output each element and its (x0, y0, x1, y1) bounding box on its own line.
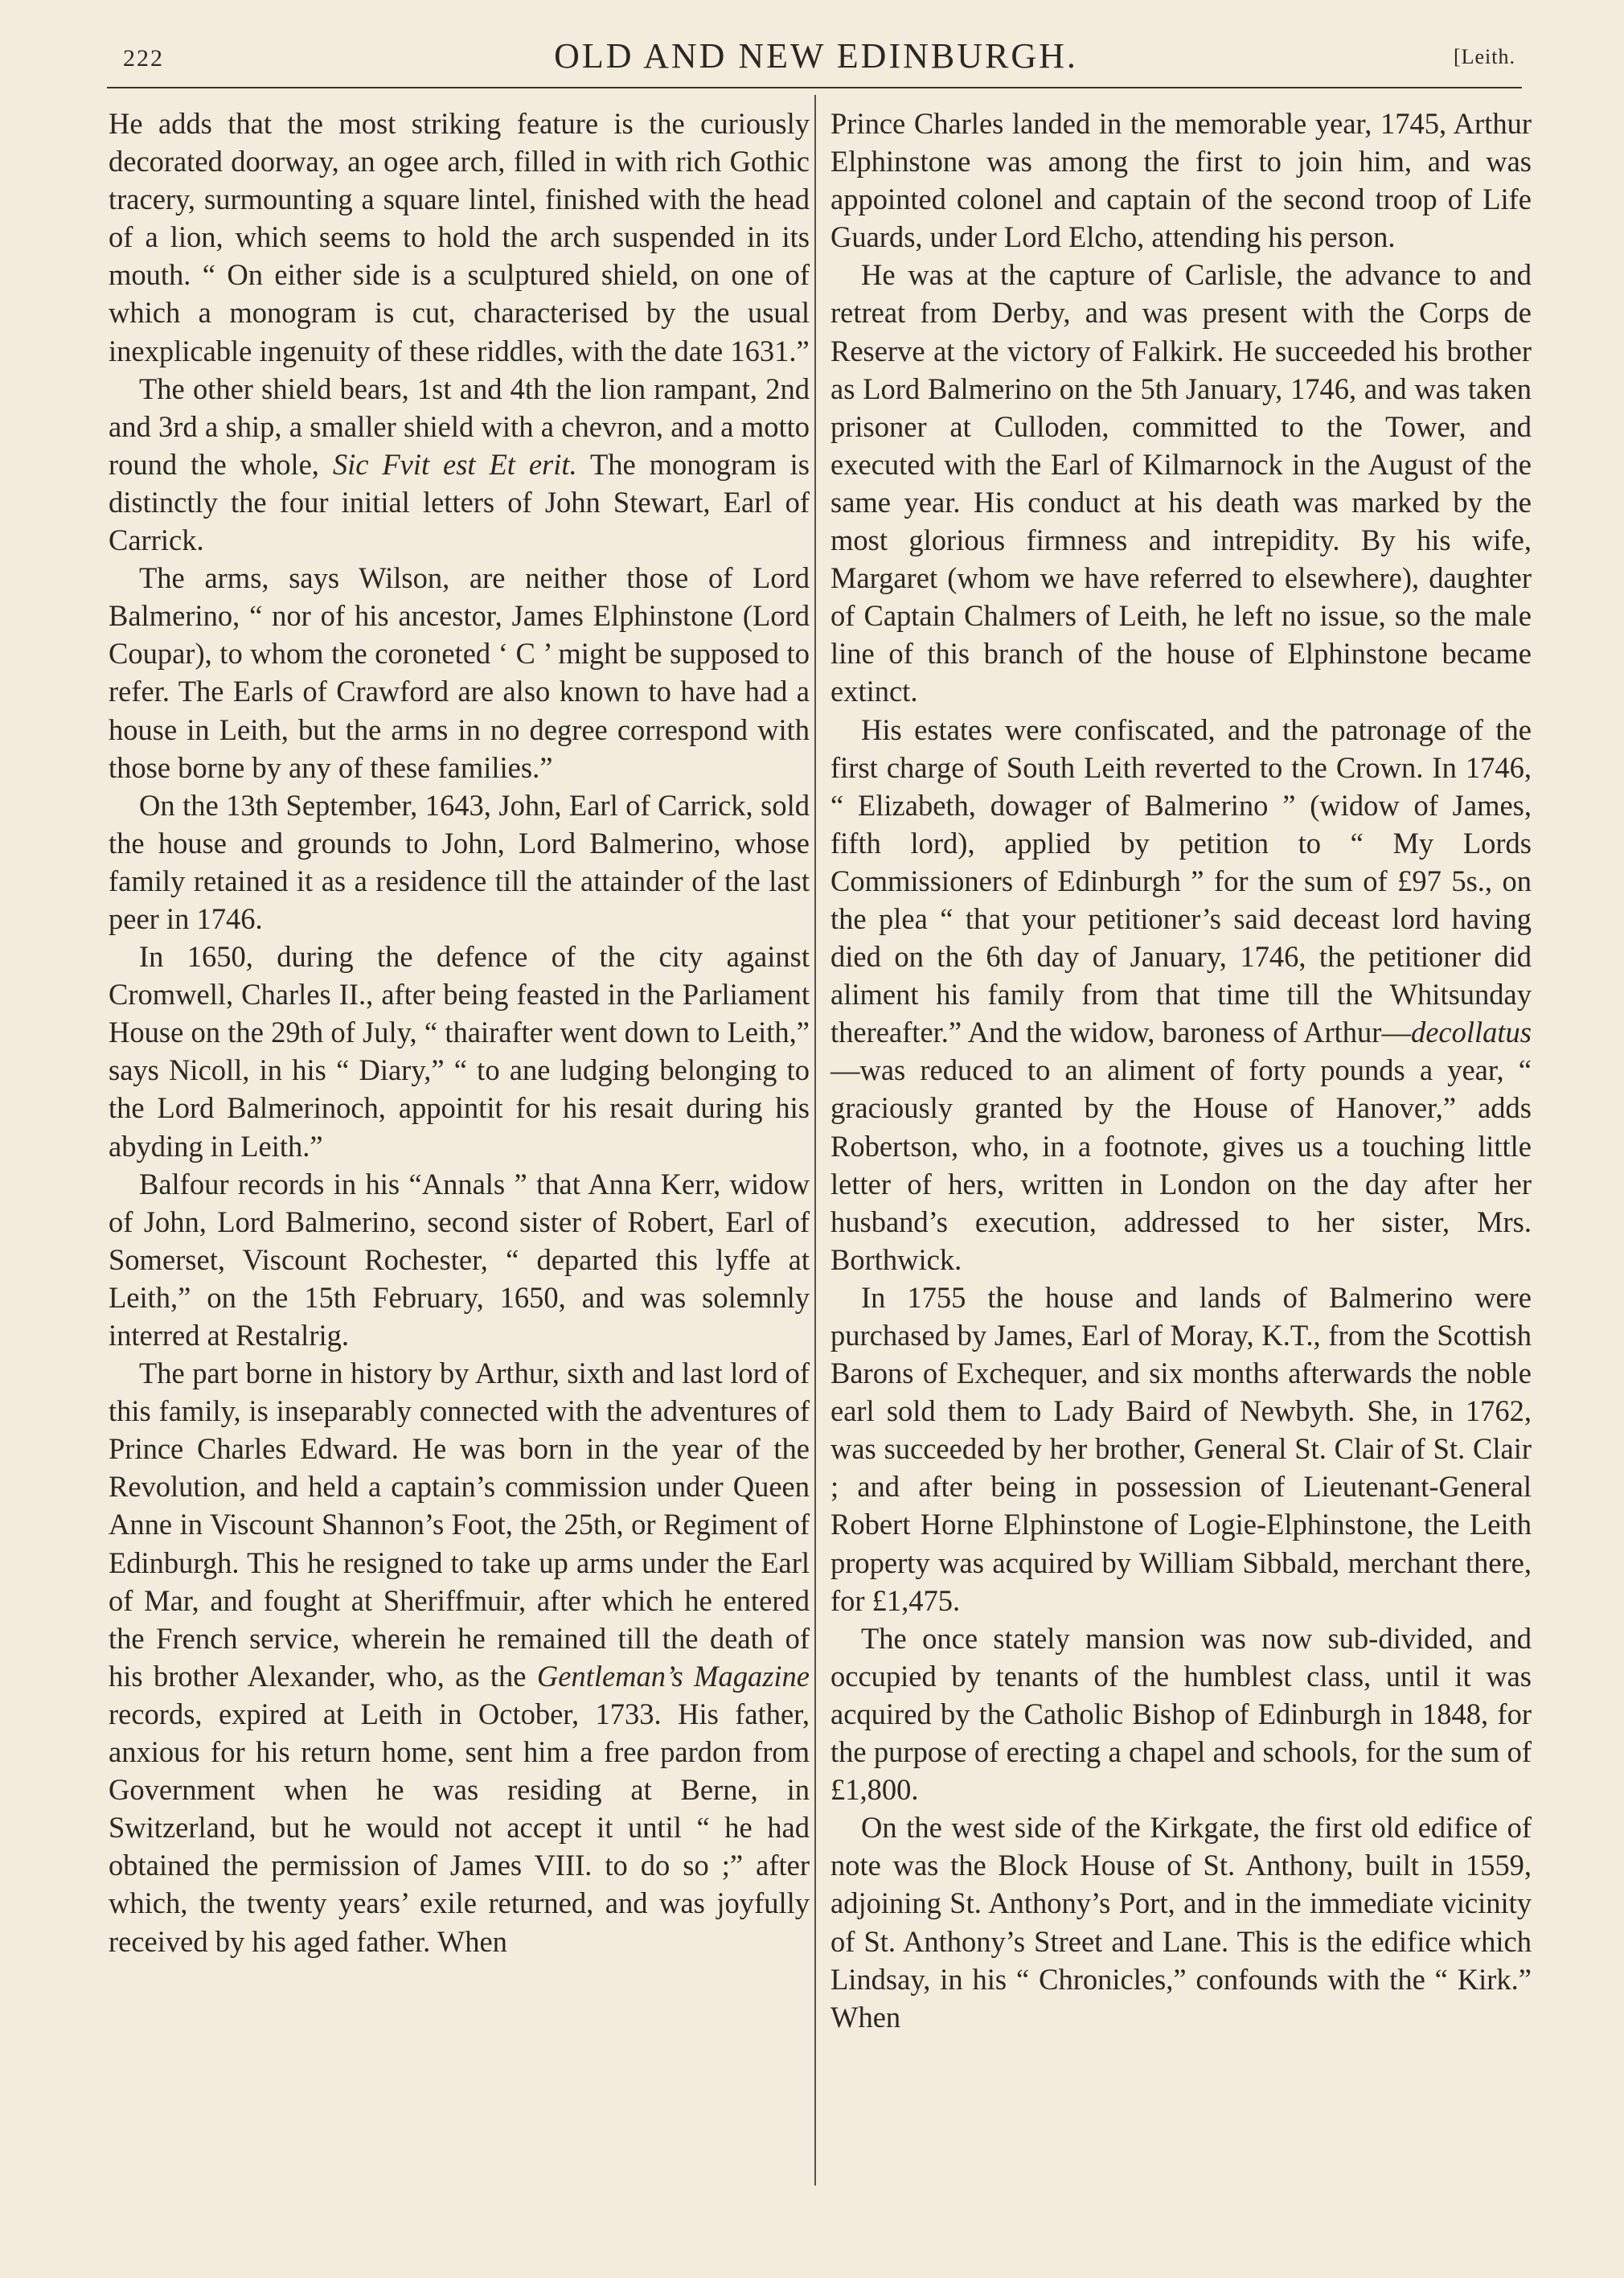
page-header (117, 35, 1515, 84)
paragraph (109, 1354, 810, 1960)
paragraph-text: In 1650, during the defence of the city against Cromwell, Charles II., after being feasted in the Parliament House on the 29th of July, “ thairafter went down to Leith,” says Nicoll, in his “ Diary,” “ to ane ludging belonging to the Lord Balmerinoch, appointit for his resait during his abyding in Leith.” (109, 940, 810, 1163)
paragraph (830, 105, 1532, 256)
paragraph-text: Prince Charles landed in the memorable year, 1745, Arthur Elphinstone was among the first to join him, and was appointed colonel and captain of the second troop of Life Guards, under Lord Elcho, attending his person. (830, 107, 1532, 254)
paragraph-text: The part borne in history by Arthur, sixth and last lord of this family, is inseparably connected with the adventures of Prince Charles Edward. He was born in the year of the Revolution, and held a captain’s commission under Queen Anne in Viscount Shannon’s Foot, the 25th, or Regiment of Edinburgh. This he resigned to take up arms under the Earl of Mar, and fought at Sheriffmuir, after which he entered the French service, wherein he remained till the death of his brother Alexander, who, as the (109, 1357, 810, 1693)
paragraph-text: —was reduced to an aliment of forty pounds a year, “ graciously granted by the House of Hanover,” adds Robertson, who, in a footnote, gives us a touching little letter of hers, written in London on the day after her husband’s execution, addressed to her sister, Mrs. Borthwick. (830, 1053, 1532, 1276)
paragraph (109, 559, 810, 786)
column-divider (814, 95, 816, 2186)
paragraph-text: His estates were confiscated, and the patronage of the first charge of South Leith reverted to the Crown. In 1746, “ Elizabeth, dowager of Balmerino ” (widow of James, fifth lord), applied by petition to “ My Lords Commissioners of Edinburgh ” for the sum of £97 5s., on the plea “ that your petitioner’s said deceast lord having died on the 6th day of January, 1746, the petitioner did aliment his family from that time till the Whitsunday thereafter.” And the widow, baroness of Arthur— (830, 712, 1532, 1049)
left-column (109, 105, 810, 1960)
paragraph-text: He adds that the most striking feature is the curiously decorated doorway, an ogee arch, filled in with rich Gothic tracery, surmounting a square lintel, finished with the head of a lion, which seems to hold the arch suspended in its mouth. “ On either side is a sculptured shield, on one of which a monogram is cut, characterised by the usual inexplicable ingenuity of these riddles, with the date 1631.” (109, 107, 810, 367)
paragraph (109, 786, 810, 938)
right-column (830, 105, 1532, 2036)
paragraph (109, 370, 810, 559)
paragraph-text: The other shield bears, 1st and 4th the lion rampant, 2nd and 3rd a ship, a smaller shield with a chevron, and a motto round the whole, (109, 371, 810, 481)
paragraph (109, 105, 810, 370)
section-tag: [Leith. (1453, 45, 1515, 68)
paragraph-text: In 1755 the house and lands of Balmerino were purchased by James, Earl of Moray, K.T., from the Scottish Barons of Exchequer, and six months afterwards the noble earl sold them to Lady Baird of Newbyth. She, in 1762, was succeeded by her brother, General St. Clair of St. Clair ; and after being in possession of Lieutenant-General Robert Horne Elphinstone of Logie-Elphinstone, the Leith property was acquired by William Sibbald, merchant there, for £1,475. (830, 1280, 1532, 1617)
paragraph (830, 711, 1532, 1279)
paragraph (830, 1619, 1532, 1808)
motto: Sic Fvit est Et erit. (332, 447, 577, 481)
paragraph (830, 1279, 1532, 1619)
paragraph-text: The once stately mansion was now sub-divided, and occupied by tenants of the humblest class, until it was acquired by the Catholic Bishop of Edinburgh in 1848, for the purpose of erecting a chapel and schools, for the sum of £1,800. (830, 1621, 1532, 1807)
paragraph (830, 256, 1532, 710)
latin-term: decollatus (1410, 1016, 1532, 1049)
paragraph-text: records, expired at Leith in October, 1733. His father, anxious for his return home, sent him a free pardon from Government when he was residing at Berne, in Switzerland, but he would not accept it until “ he had obtained the permission of James VIII. to do so ;” after which, the twenty years’ exile returned, and was joyfully received by his aged father. When (109, 1697, 810, 1958)
paragraph (830, 1808, 1532, 2036)
header-rule (107, 87, 1522, 88)
running-title: OLD AND NEW EDINBURGH. (554, 36, 1078, 76)
paragraph-text: The monogram is distinctly the four initial letters of John Stewart, Earl of Carrick. (109, 447, 810, 557)
paragraph-text: On the 13th September, 1643, John, Earl of Carrick, sold the house and grounds to John, Lord Balmerino, whose family retained it as a residence till the attainder of the last peer in 1746. (109, 788, 810, 935)
paragraph (109, 938, 810, 1165)
magazine-title: Gentleman’s Magazine (536, 1659, 810, 1693)
page-number: 222 (123, 45, 164, 72)
paragraph-text: Balfour records in his “Annals ” that Anna Kerr, widow of John, Lord Balmerino, second sister of Robert, Earl of Somerset, Viscount Rochester, “ departed this lyffe at Leith,” on the 15th February, 1650, and was solemnly interred at Restalrig. (109, 1167, 810, 1352)
paragraph-text: On the west side of the Kirkgate, the first old edifice of note was the Block House of St. Anthony, built in 1559, adjoining St. Anthony’s Port, and in the immediate vicinity of St. Anthony’s Street and Lane. This is the edifice which Lindsay, in his “ Chronicles,” confounds with the “ Kirk.” When (830, 1811, 1532, 2034)
paragraph-text: He was at the capture of Carlisle, the advance to and retreat from Derby, and was present with the Corps de Reserve at the victory of Falkirk. He succeeded his brother as Lord Balmerino on the 5th January, 1746, and was taken prisoner at Culloden, committed to the Tower, and executed with the Earl of Kilmarnock in the August of the same year. His conduct at his death was marked by the most glorious firmness and intrepidity. By his wife, Margaret (whom we have referred to elsewhere), daughter of Captain Chalmers of Leith, he left no issue, so the male line of this branch of the house of Elphinstone became extinct. (830, 258, 1532, 708)
paragraph (109, 1165, 810, 1354)
paragraph-text: The arms, says Wilson, are neither those of Lord Balmerino, “ nor of his ancestor, James Elphinstone (Lord Coupar), to whom the coroneted ‘ C ’ might be supposed to refer. The Earls of Crawford are also known to have had a house in Leith, but the arms in no degree correspond with those borne by any of these families.” (109, 561, 810, 784)
